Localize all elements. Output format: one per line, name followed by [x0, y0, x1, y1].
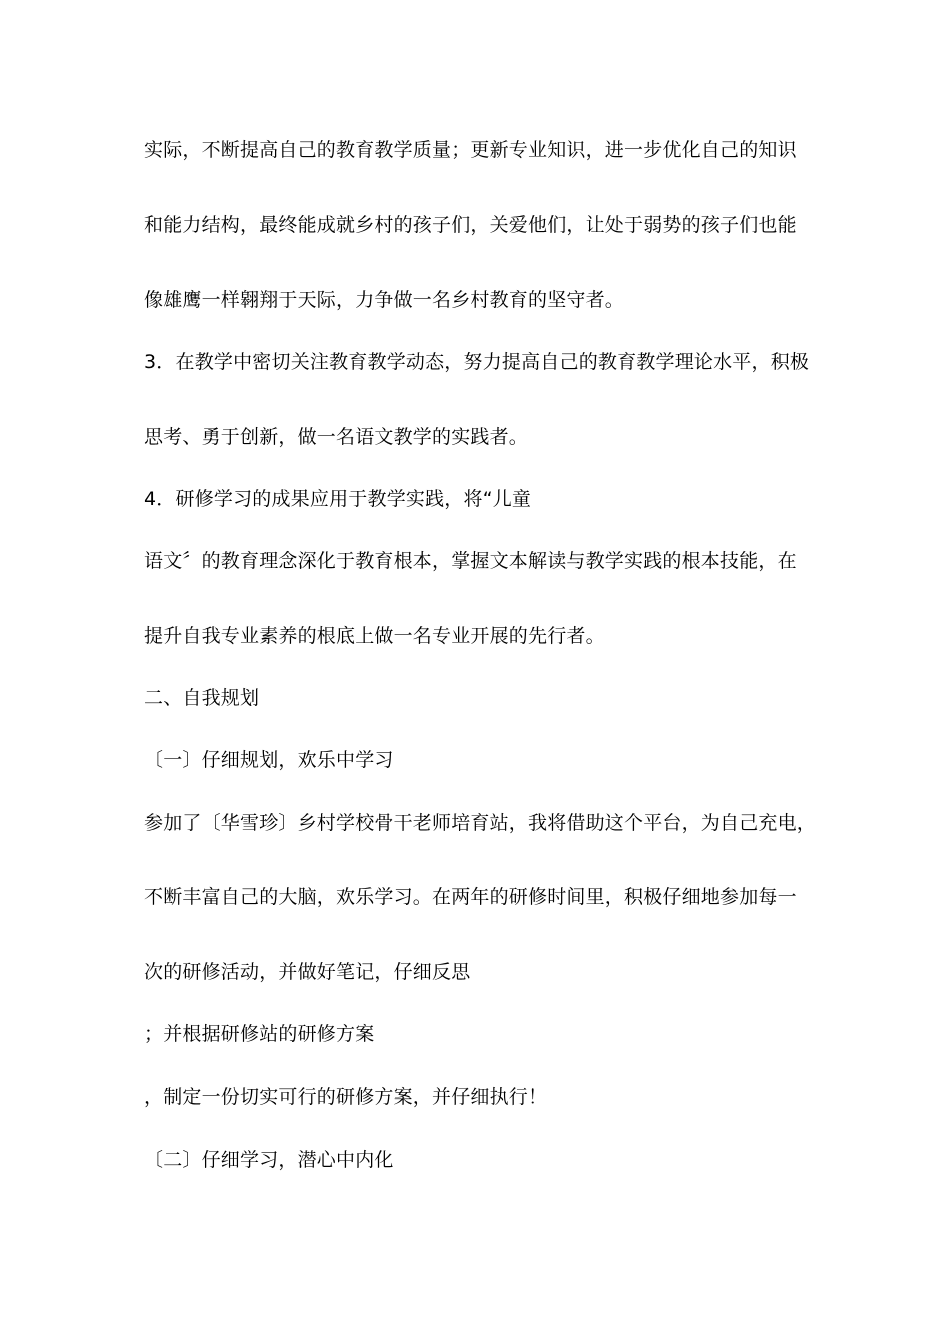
paragraph-line: 不断丰富自己的大脑，欢乐学习。在两年的研修时间里，积极仔细地参加每一: [144, 886, 797, 908]
list-item-3: 3．在教学中密切关注教育教学动态，努力提高自己的教育教学理论水平，积极: [144, 351, 810, 373]
paragraph-line: 像雄鹰一样翱翔于天际，力争做一名乡村教育的坚守者。: [144, 289, 625, 311]
paragraph-line: 思考、勇于创新，做一名语文教学的实践者。: [144, 426, 529, 448]
paragraph-line: ，制定一份切实可行的研修方案，并仔细执行！: [144, 1086, 548, 1108]
subsection-heading: 〔二〕仔细学习，潜心中内化: [144, 1149, 394, 1171]
paragraph-line: 提升自我专业素养的根底上做一名专业开展的先行者。: [144, 625, 605, 647]
paragraph-line: 实际，不断提高自己的教育教学质量；更新专业知识，进一步优化自己的知识: [144, 139, 797, 161]
paragraph-line: 参加了〔华雪珍〕乡村学校骨干老师培育站，我将借助这个平台，为自己充电，: [144, 812, 817, 834]
section-heading: 二、自我规划: [144, 687, 260, 709]
paragraph-line: 次的研修活动，并做好笔记，仔细反思: [144, 961, 471, 983]
paragraph-line: 和能力结构，最终能成就乡村的孩子们，关爱他们，让处于弱势的孩子们也能: [144, 214, 797, 236]
list-item-4: 4．研修学习的成果应用于教学实践，将“儿童: [144, 488, 532, 510]
paragraph-line: ；并根据研修站的研修方案: [144, 1023, 375, 1045]
subsection-heading: 〔一〕仔细规划，欢乐中学习: [144, 749, 394, 771]
paragraph-line: 语文〞的教育理念深化于教育根本，掌握文本解读与教学实践的根本技能，在: [144, 550, 797, 572]
